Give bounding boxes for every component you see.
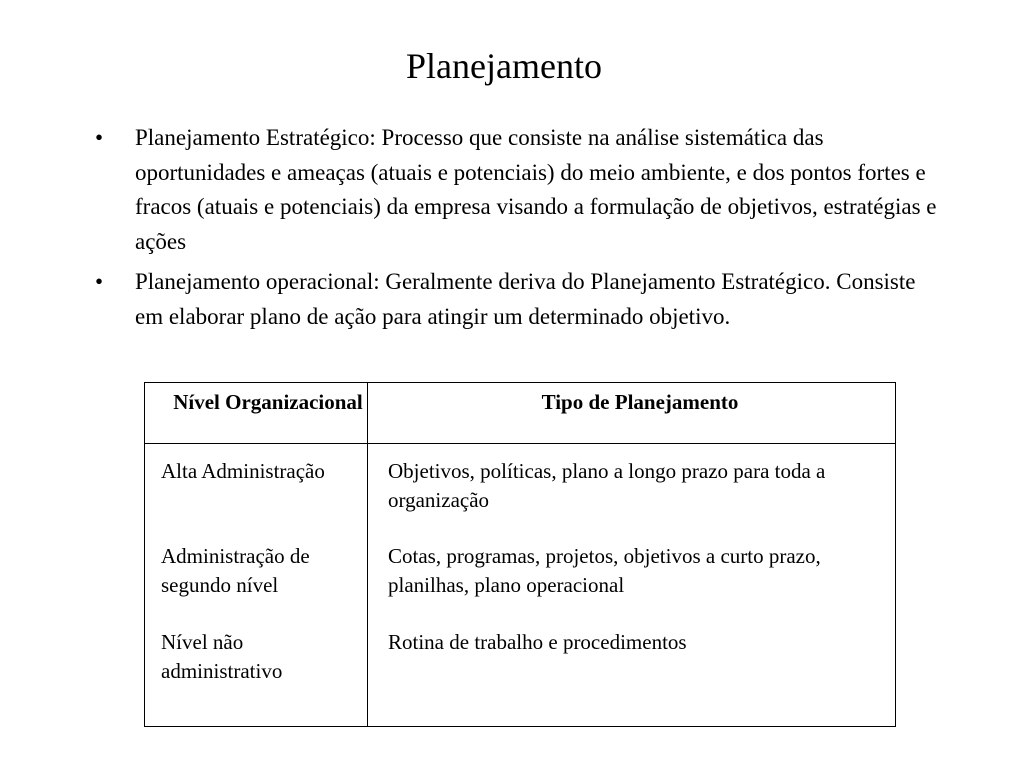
- bullet-item-operational: [0, 265, 945, 334]
- bullet-list: [0, 121, 1024, 334]
- table-header-level: Nível Organizacional: [173, 390, 363, 414]
- table-header-divider: [145, 443, 895, 444]
- table-cell-type-2: Cotas, programas, projetos, objetivos a curto prazo, planilhas, plano operacional: [388, 544, 821, 597]
- bullet-text-strategic: Planejamento Estratégico: Processo que consiste na análise sistemática das oportunidades e ameaças (atuais e potenciais) do meio ambiente, e dos pontos fortes e fracos (atuais e potenciais) da empresa visando a formulação de objetivos, estratégias e ações: [135, 125, 937, 254]
- slide-title: Planejamento: [406, 46, 602, 86]
- table-cell-level-3: Nível não administrativo: [161, 630, 283, 683]
- bullet-icon: •: [95, 269, 104, 294]
- table-column-divider: [367, 383, 368, 726]
- table-cell-level-1: Alta Administração: [161, 459, 325, 483]
- table-cell-level-2: Administração de segundo nível: [161, 544, 310, 597]
- planning-table: [144, 382, 896, 727]
- table-header-type: Tipo de Planejamento: [541, 390, 739, 414]
- table-cell-type-3: Rotina de trabalho e procedimentos: [388, 630, 687, 654]
- bullet-icon: •: [95, 125, 104, 150]
- bullet-text-operational: Planejamento operacional: Geralmente deriva do Planejamento Estratégico. Consiste em elaborar plano de ação para atingir um determinado objetivo.: [135, 269, 916, 329]
- table-cell-type-1: Objetivos, políticas, plano a longo prazo para toda a organização: [388, 459, 826, 512]
- bullet-item-strategic: [0, 121, 945, 259]
